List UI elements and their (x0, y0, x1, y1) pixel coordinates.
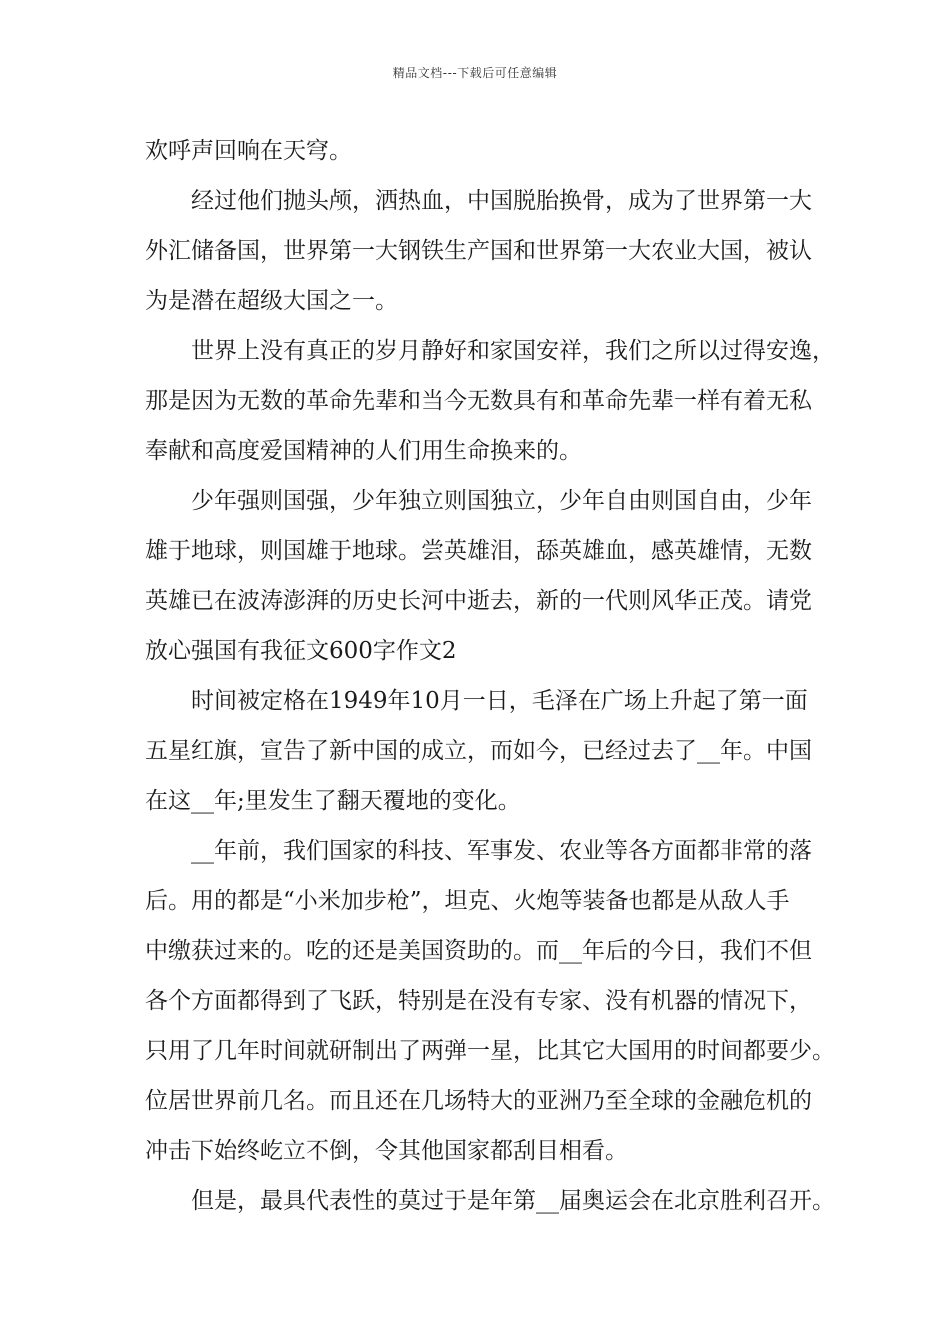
paragraph-start-line: __年前，我们国家的科技、军事发、农业等各方面都非常的落 (191, 838, 812, 864)
text-line: 放心强国有我征文600字作文2 (145, 638, 457, 664)
page-header: 精品文档---下载后可任意编辑 (392, 66, 558, 80)
paragraph-start-line: 时间被定格在1949年10月一日，毛泽在广场上升起了第一面 (191, 688, 808, 714)
text-line: 为是潜在超级大国之一。 (145, 288, 398, 314)
text-line: 雄于地球，则国雄于地球。尝英雄泪，舔英雄血，感英雄情，无数 (145, 538, 812, 564)
paragraph-start-line: 少年强则国强，少年独立则国独立，少年自由则国自由，少年 (191, 488, 812, 514)
text-line: 中缴获过来的。吃的还是美国资助的。而__年后的今日，我们不但 (145, 938, 812, 964)
text-line: 在这__年;里发生了翻天覆地的变化。 (145, 788, 521, 814)
text-line: 英雄已在波涛澎湃的历史长河中逝去，新的一代则风华正茂。请党 (145, 588, 812, 614)
text-line: 五星红旗，宣告了新中国的成立，而如今，已经过去了__年。中国 (145, 738, 812, 764)
paragraph-start-line: 但是，最具代表性的莫过于是年第__届奥运会在北京胜利召开。 (191, 1188, 835, 1214)
text-line: 奉献和高度爱国精神的人们用生命换来的。 (145, 438, 582, 464)
text-line: 冲击下始终屹立不倒，令其他国家都刮目相看。 (145, 1138, 628, 1164)
paragraph-start-line: 世界上没有真正的岁月静好和家国安祥，我们之所以过得安逸， (191, 338, 835, 364)
document-body (145, 126, 835, 1226)
paragraph-start-line: 经过他们抛头颅，洒热血，中国脱胎换骨，成为了世界第一大 (191, 188, 812, 214)
text-line: 那是因为无数的革命先辈和当今无数具有和革命先辈一样有着无私 (145, 388, 812, 414)
text-line: 外汇储备国，世界第一大钢铁生产国和世界第一大农业大国，被认 (145, 238, 812, 264)
text-line: 各个方面都得到了飞跃，特别是在没有专家、没有机器的情况下， (145, 988, 812, 1014)
text-line: 欢呼声回响在天穹。 (145, 138, 352, 164)
text-line: 只用了几年时间就研制出了两弹一星，比其它大国用的时间都要少。 (145, 1038, 835, 1064)
text-line: 位居世界前几名。而且还在几场特大的亚洲乃至全球的金融危机的 (145, 1088, 812, 1114)
text-line: 后。用的都是“小米加步枪”，坦克、火炮等装备也都是从敌人手 (145, 888, 790, 914)
